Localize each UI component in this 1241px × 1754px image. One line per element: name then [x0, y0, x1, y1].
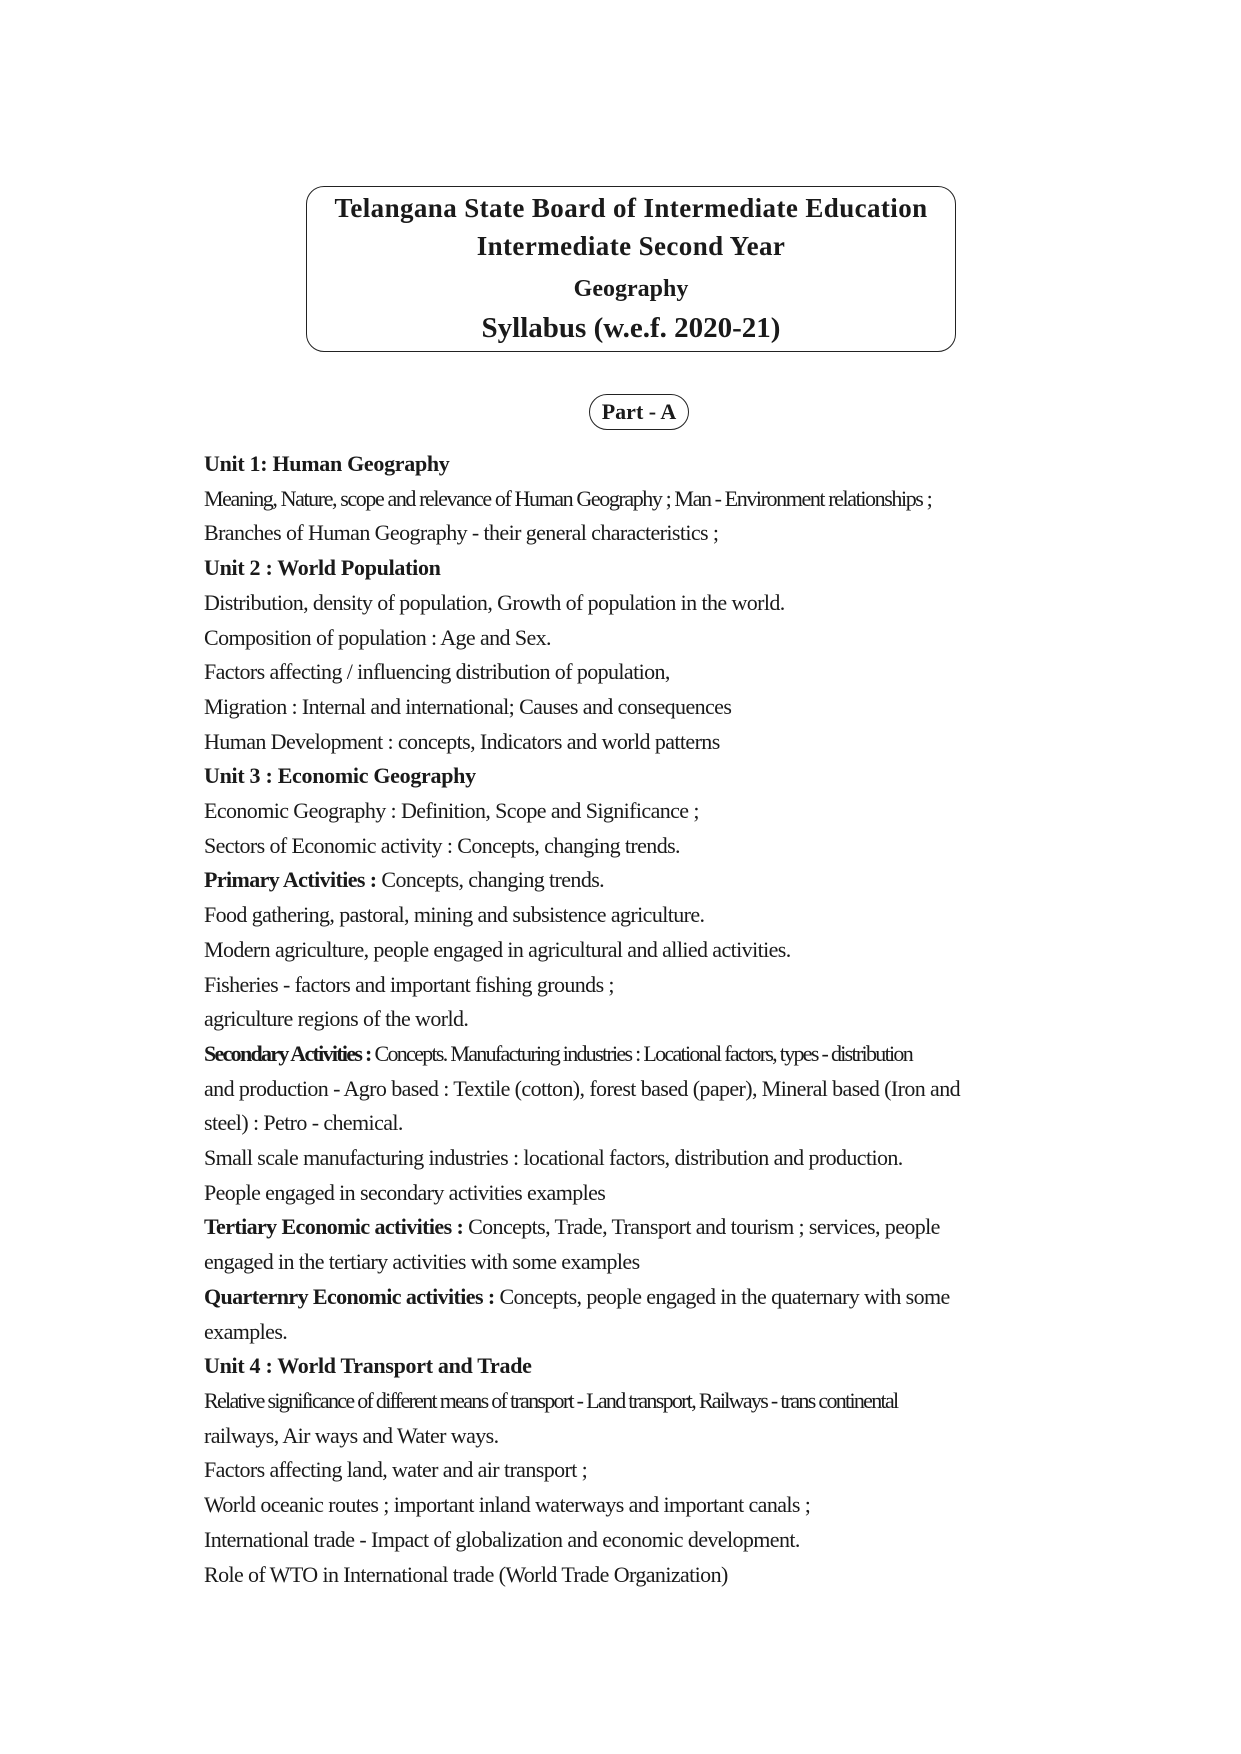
year-title: Intermediate Second Year — [476, 231, 786, 261]
unit-3-line: Sectors of Economic activity : Concepts, changing trends. — [204, 832, 680, 858]
unit-1-heading: Unit 1: Human Geography — [204, 451, 450, 476]
secondary-activities-line — [204, 1037, 1080, 1072]
tertiary-activities-line — [204, 1210, 1080, 1245]
tertiary-line: engaged in the tertiary activities with some examples — [204, 1249, 640, 1275]
unit-2-line: Distribution, density of population, Growth of population in the world. — [204, 589, 785, 615]
secondary-line: and production - Agro based : Textile (cotton), forest based (paper), Mineral based (Iron and — [204, 1075, 960, 1101]
title-box — [306, 186, 956, 352]
quaternary-line: examples. — [204, 1318, 288, 1344]
unit-3-line: Economic Geography : Definition, Scope and Significance ; — [204, 798, 699, 824]
unit-2-line: Composition of population : Age and Sex. — [204, 624, 551, 650]
unit-4-line: railways, Air ways and Water ways. — [204, 1422, 499, 1448]
primary-activities-line — [204, 863, 1080, 898]
unit-4-line: Relative significance of different means of transport - Land transport, Railways - trans continental — [204, 1387, 898, 1413]
primary-line: Modern agriculture, people engaged in agricultural and allied activities. — [204, 936, 791, 962]
primary-line: agriculture regions of the world. — [204, 1006, 469, 1032]
unit-3-heading: Unit 3 : Economic Geography — [204, 763, 476, 789]
primary-activities-text: Concepts, changing trends. — [376, 867, 605, 893]
primary-line: Food gathering, pastoral, mining and subsistence agriculture. — [204, 902, 705, 928]
unit-2-line: Factors affecting / influencing distribution of population, — [204, 659, 670, 685]
unit-4-line: Role of WTO in International trade (World Trade Organization) — [204, 1561, 728, 1587]
tertiary-activities-label: Tertiary Economic activities : — [204, 1214, 464, 1240]
board-name: Telangana State Board of Intermediate Education — [334, 193, 928, 223]
primary-activities-label: Primary Activities : — [204, 867, 377, 893]
syllabus-content — [204, 447, 1080, 1592]
secondary-line: People engaged in secondary activities examples — [204, 1179, 606, 1205]
unit-1-line: Branches of Human Geography - their general characteristics ; — [204, 520, 719, 546]
secondary-line: steel) : Petro - chemical. — [204, 1110, 403, 1136]
unit-2-line: Human Development : concepts, Indicators and world patterns — [204, 728, 720, 754]
secondary-line: Small scale manufacturing industries : locational factors, distribution and production. — [204, 1145, 903, 1171]
unit-2-line: Migration : Internal and international; Causes and consequences — [204, 693, 732, 719]
tertiary-activities-text: Concepts, Trade, Transport and tourism ; services, people — [463, 1214, 940, 1240]
unit-4-heading: Unit 4 : World Transport and Trade — [204, 1353, 532, 1379]
secondary-activities-text: Concepts. Manufacturing industries : Locational factors, types - distribution — [370, 1040, 912, 1066]
quaternary-activities-line — [204, 1280, 1080, 1315]
quaternary-activities-text: Concepts, people engaged in the quaternary with some — [494, 1283, 950, 1309]
primary-line: Fisheries - factors and important fishing grounds ; — [204, 971, 614, 997]
unit-2-heading: Unit 2 : World Population — [204, 555, 441, 581]
unit-4-line: Factors affecting land, water and air transport ; — [204, 1457, 588, 1483]
unit-1-line: Meaning, Nature, scope and relevance of Human Geography ; Man - Environment relationships ; — [204, 485, 932, 511]
unit-4-line: World oceanic routes ; important inland waterways and important canals ; — [204, 1492, 811, 1518]
secondary-activities-label: Secondary Activities : — [204, 1040, 371, 1066]
subject-title: Geography — [573, 276, 689, 302]
part-label: Part - A — [589, 394, 689, 430]
quaternary-activities-label: Quarternry Economic activities : — [204, 1283, 495, 1309]
unit-4-line: International trade - Impact of globalization and economic development. — [204, 1526, 800, 1552]
syllabus-title: Syllabus (w.e.f. 2020-21) — [481, 312, 781, 344]
